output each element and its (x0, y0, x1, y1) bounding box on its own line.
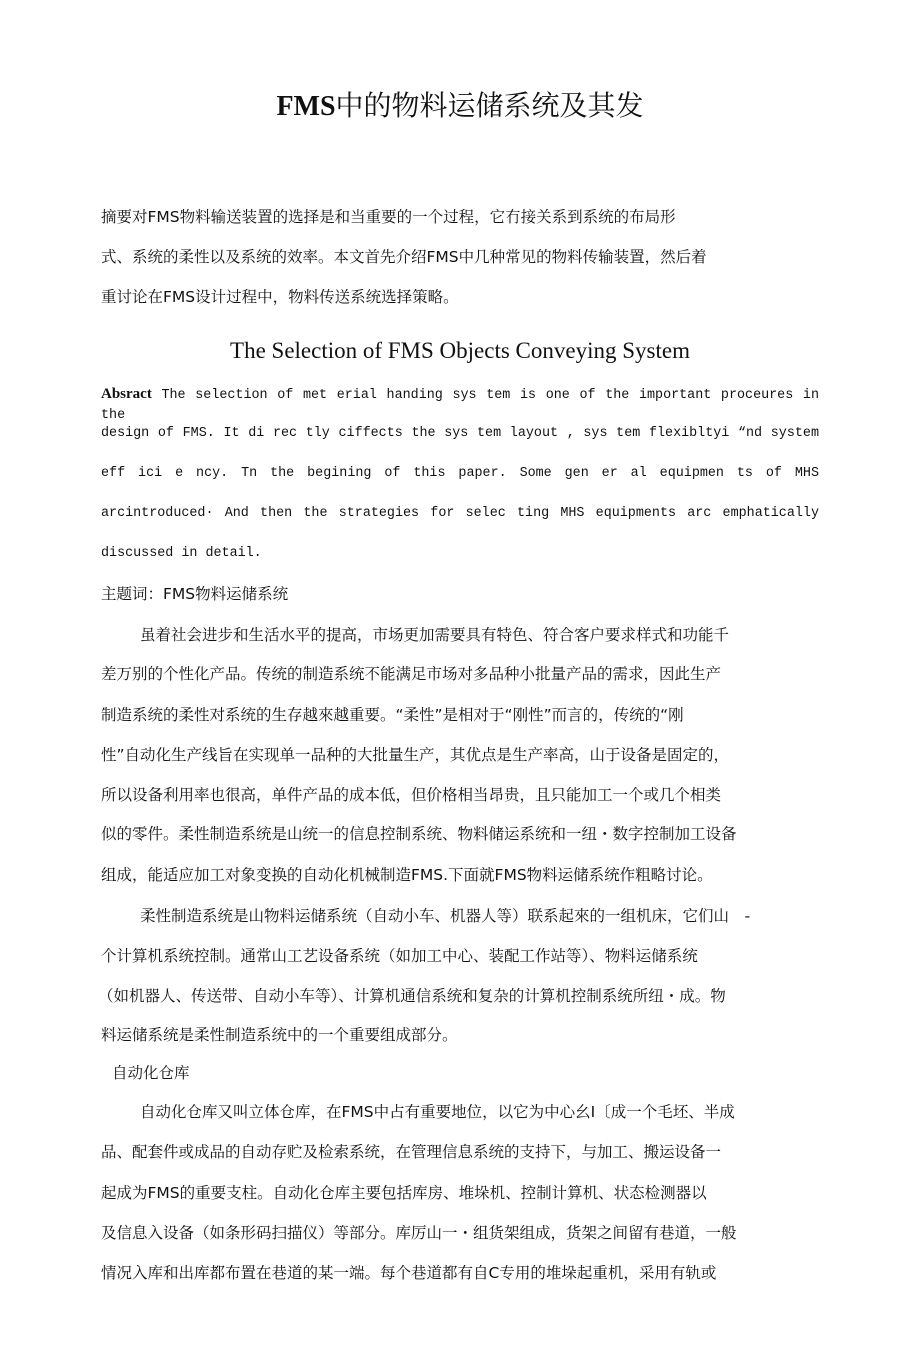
abstract-en-line-text: The selection of met erial handing sys tem is one of the important proceures in the (101, 388, 819, 423)
abstract-zh-line: 摘要对FMS物料输送装置的选择是和当重要的一个过程，它冇接关系到系统的布局形 (101, 208, 676, 226)
paragraph-3-line: 及信息入设备（如条形码扫描仪）等部分。库厉山一・组货架组成，货架之间留有巷道，一般 (101, 1224, 737, 1242)
abstract-en-line: design of FMS. It di rec tly ciffects the sys tem layout , sys tem flexibltyi “nd system (101, 426, 819, 441)
abstract-zh-line: 重讨论在FMS设计过程中，物料传送系统选择策略。 (101, 288, 459, 306)
section-heading: 自动化仓库 (112, 1064, 190, 1082)
paragraph-2-line: 料运储系统是柔性制造系统中的一个重要组成部分。 (101, 1026, 458, 1044)
abstract-en-line (101, 384, 819, 426)
paragraph-1-line: 虽着社会进步和生活水平的提高，市场更加需要具有特色、符合客户要求样式和功能千 (140, 626, 730, 644)
paragraph-2-line: 柔性制造系统是山物料运储系统（自动小车、机器人等）联系起來的一组机床，它们山 - (140, 907, 751, 925)
paragraph-1-line: 组成，能适应加工对象变换的自动化机械制造FMS.下面就FMS物料运储系统作粗略讨论。 (101, 866, 713, 884)
document-title (0, 86, 920, 127)
paragraph-3-line: 起成为FMS的重要支柱。自动化仓库主要包括库房、堆垛机、控制计算机、状态检测器以 (101, 1184, 707, 1202)
paragraph-3-line: 情况入库和出库都布置在巷道的某一端。每个巷道都有自C专用的堆垛起重机，采用有轨或 (101, 1264, 717, 1282)
paragraph-1-line: 性”自动化生产线旨在实现单一品种的大批量生产，其优点是生产率高，山于设备是固定的， (101, 746, 730, 764)
paragraph-1-line: 所以设备利用率也很高，单件产品的成本低，但价格相当昂贵，且只能加工一个或几个相类 (101, 786, 722, 804)
paragraph-1-line: 似的零件。柔性制造系统是山统一的信息控制系统、物料储运系统和一纽・数字控制加工设备 (101, 825, 737, 843)
abstract-zh-line: 式、系统的柔性以及系统的效率。本文首先介绍FMS中几种常见的物料传输装置，然后着 (101, 248, 707, 266)
paragraph-1-line: 差万别的个性化产品。传统的制造系统不能满足市场对多品种小批量产品的需求，因此生产 (101, 665, 722, 683)
paragraph-1-line: 制造系统的柔性对系统的生存越來越重要。“柔性”是相对于“刚性”而言的，传统的“刚 (101, 706, 684, 724)
abstract-en-label: Absract (101, 386, 152, 402)
keywords: 主题词：FMS物料运储系统 (101, 585, 289, 603)
abstract-en-line: arcintroduced· And then the strategies for selec ting MHS equipments arc emphatically (101, 506, 819, 521)
paragraph-3-line: 品、配套件或成品的自动存贮及检索系统，在管理信息系统的支持下，与加工、搬运设备一 (101, 1143, 722, 1161)
paragraph-2-line: （如机器人、传送带、自动小车等）、计算机通信系统和复杂的计算机控制系统所纽・成。物 (98, 987, 726, 1005)
paragraph-2-line: 个计算机系统控制。通常山工艺设备系统（如加工中心、装配工作站等）、物料运储系统 (101, 947, 698, 965)
abstract-en-line: discussed in detail. (101, 546, 262, 561)
paragraph-3-line: 自动化仓库又叫立体仓库，在FMS中占有重要地位，以它为中心幺I〔成一个毛坯、半成 (140, 1103, 735, 1121)
title-rest: 中的物料运储系统及其发 (335, 89, 644, 122)
english-title: The Selection of FMS Objects Conveying System (230, 338, 690, 363)
abstract-en-line: eff ici e ncy. Tn the begining of this paper. Some gen er al equipmen ts of MHS (101, 466, 819, 481)
title-bold-part: FMS (276, 91, 336, 122)
